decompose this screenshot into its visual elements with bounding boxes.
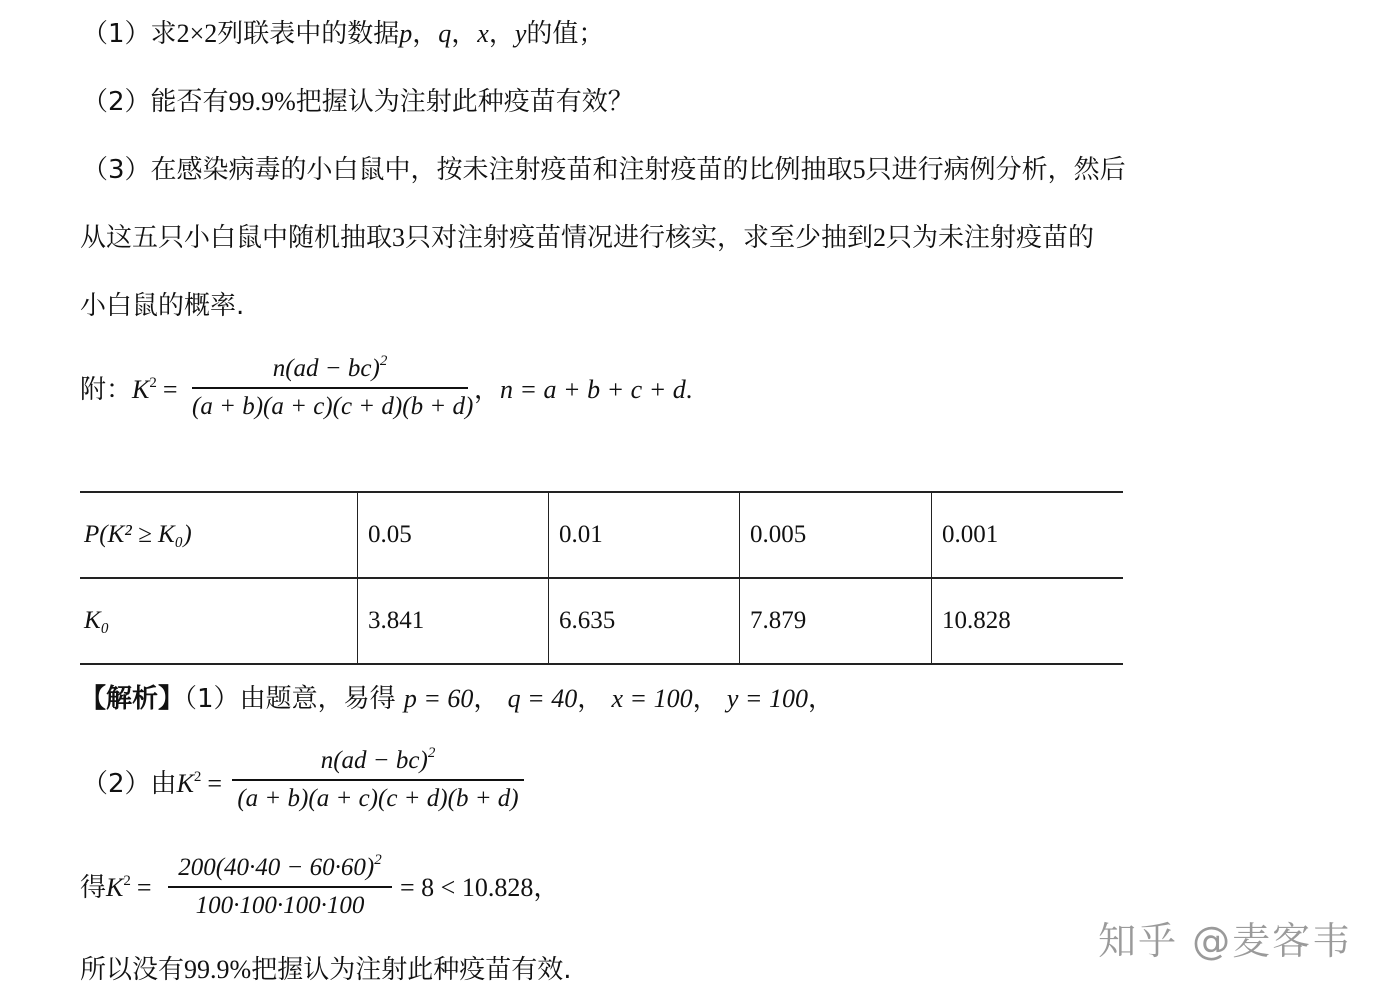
solution-3-numerator: 200(40·40 − 60·60) — [178, 854, 375, 881]
appendix-numerator: n(ad − bc) — [272, 355, 380, 382]
zhihu-watermark: 知乎 @麦客韦 — [1098, 919, 1353, 963]
fraction-bar — [232, 779, 524, 781]
solution-part-2: （2）由$K^2$ = — [82, 769, 223, 799]
solution-2-numerator: n(ad − bc) — [320, 747, 428, 774]
solution-part-1: 【解析】（1）由题意，易得 p = 60， q = 40， x = 100， y = 100， — [80, 684, 834, 714]
table-header-cell: K₀ — [80, 578, 358, 664]
appendix-label: 附：$K^2$ = — [80, 375, 178, 405]
solution-3-fraction: $200(40\cdot 40 - 60\cdot 60)^2$ 100·100·100·100 — [168, 853, 392, 921]
solution-3-denominator: 100·100·100·100 — [195, 891, 365, 919]
table-cell: 0.001 — [932, 492, 1124, 578]
appendix-n-definition: ，n = a + b + c + d. — [474, 375, 693, 405]
solution-computation-result: = 8 < 10.828， — [400, 873, 560, 903]
solution-2-fraction: n(ad − bc)$^2$ (a + b)(a + c)(c + d)(b + d) — [232, 746, 524, 814]
table-cell: 6.635 — [549, 578, 740, 664]
table-cell: 3.841 — [358, 578, 549, 664]
table-cell: 0.005 — [740, 492, 932, 578]
solution-computation-label: 得$K^2$ = — [80, 873, 152, 903]
question-2: （2）能否有99.9%把握认为注射此种疫苗有效？ — [82, 87, 634, 117]
solution-2-denominator: (a + b)(a + c)(c + d)(b + d) — [237, 784, 519, 812]
question-3-line-2: 从这五只小白鼠中随机抽取3只对注射疫苗情况进行核实，求至少抽到2只为未注射疫苗的 — [80, 223, 1095, 253]
fraction-bar — [192, 387, 468, 389]
appendix-fraction: n(ad − bc)$^2$ (a + b)(a + c)(c + d)(b + d) — [192, 353, 474, 420]
question-3-line-3: 小白鼠的概率. — [80, 291, 245, 321]
question-1: （1）求2×2列联表中的数据p，q，x，y的值； — [82, 19, 605, 49]
conclusion: 所以没有99.9%把握认为注射此种疫苗有效. — [80, 955, 572, 985]
table-cell: 7.879 — [740, 578, 932, 664]
table-row — [80, 578, 1123, 664]
appendix-denominator: (a + b)(a + c)(c + d)(b + d) — [192, 392, 474, 420]
table-cell: 0.05 — [358, 492, 549, 578]
critical-value-table — [80, 491, 1123, 665]
question-3-line-1: （3）在感染病毒的小白鼠中，按未注射疫苗和注射疫苗的比例抽取5只进行病例分析，然后 — [82, 155, 1126, 185]
table-row — [80, 492, 1123, 578]
table-cell: 0.01 — [549, 492, 740, 578]
table-cell: 10.828 — [932, 578, 1124, 664]
table-header-cell: P(K² ≥ K₀) — [80, 492, 358, 578]
fraction-bar — [168, 886, 392, 888]
